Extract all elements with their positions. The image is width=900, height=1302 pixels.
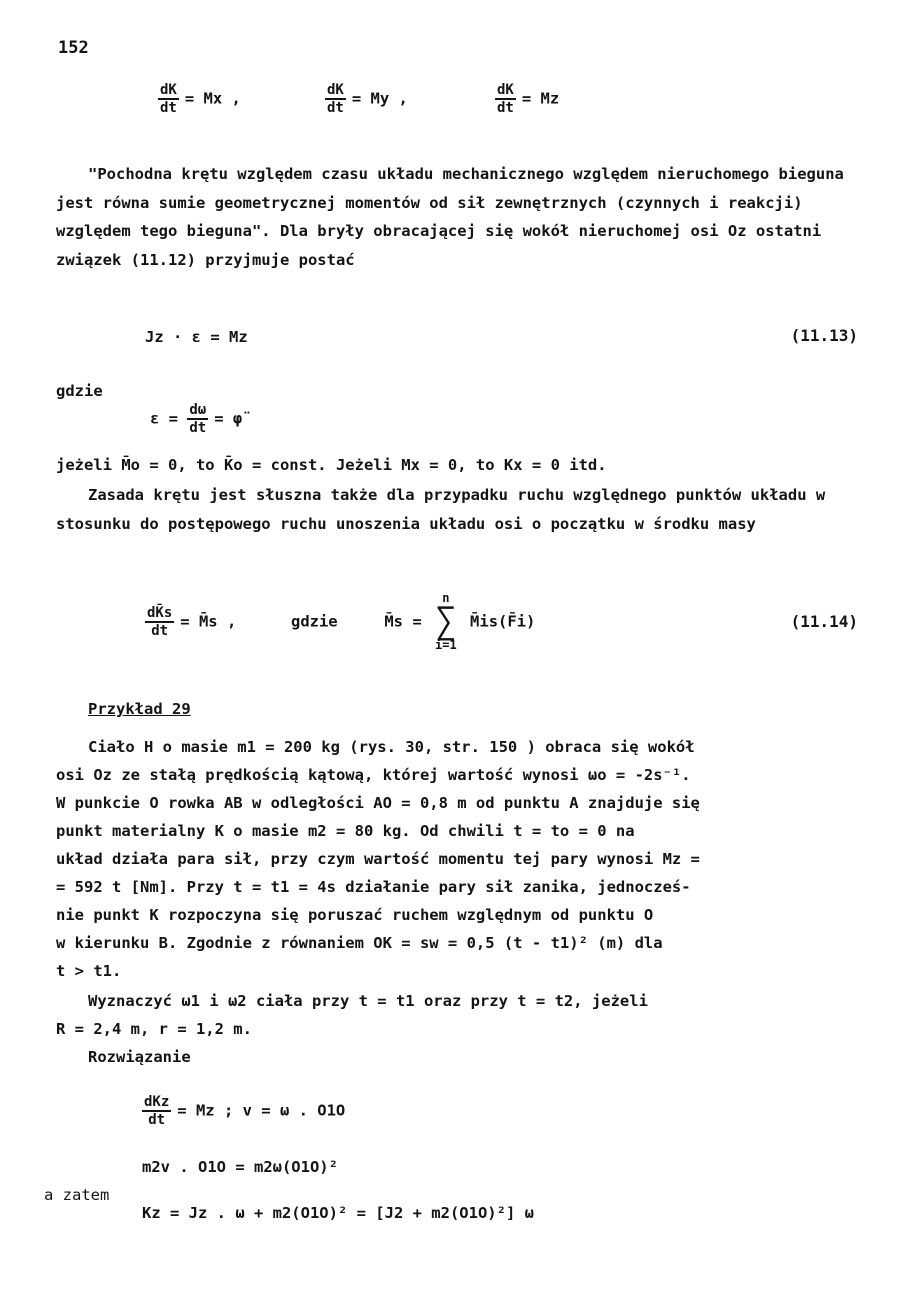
fraction (187, 402, 208, 436)
equation-11-13: Jz · ε = Mz (145, 328, 248, 346)
equation-dkz (495, 82, 559, 116)
equation-rhs: = Mz (521, 89, 560, 108)
condition-line: jeżeli M̄o = 0, to K̄o = const. Jeżeli Mx = 0, to Kx = 0 itd. (56, 456, 607, 474)
equation-number-11-13: (11.13) (790, 326, 858, 345)
numerator: dK (327, 82, 344, 98)
equation-rhs: = Mz ; v = ω . O1O (177, 1101, 346, 1120)
equation-epsilon (150, 402, 242, 436)
example-line: układ działa para sił, przy czym wartość momentu tej pary wynosi Mz = (56, 850, 700, 868)
task-line: R = 2,4 m, r = 1,2 m. (56, 1020, 252, 1038)
example-line: w kierunku B. Zgodnie z równaniem OK = sw = 0,5 (t - t1)² (m) dla (56, 934, 663, 952)
numerator: dK̄s (147, 605, 173, 621)
denominator: dt (327, 100, 344, 116)
solution-label: Rozwiązanie (88, 1048, 191, 1066)
fraction (325, 82, 346, 116)
solution-equation-2: m2v . O1O = m2ω(O1O)² (142, 1158, 338, 1176)
example-line: W punkcie O rowka AB w odległości AO = 0,8 m od punktu A znajduje się (56, 794, 700, 812)
page-number: 152 (58, 38, 89, 58)
solution-equation-1 (142, 1094, 345, 1128)
example-title: Przykład 29 (88, 700, 191, 718)
paragraph-principle: Zasada krętu jest słuszna także dla przypadku ruchu względnego punktów układu w stosunku do postępowego ruchu unoszenia układu osi o początku w środku masy (56, 486, 826, 533)
denominator: dt (160, 100, 177, 116)
task-line: Wyznaczyć ω1 i ω2 ciała przy t = t1 oraz przy t = t2, jeżeli (88, 992, 648, 1010)
equation-lhs: ε = (150, 409, 178, 428)
numerator: dKz (144, 1094, 170, 1110)
solution-equation-3: Kz = Jz . ω + m2(O1O)² = [J2 + m2(O1O)²] ω (142, 1204, 534, 1222)
equation-rhs: = φ̈ (214, 409, 243, 428)
equation-dky (325, 82, 408, 116)
fraction (495, 82, 516, 116)
equation-rhs: = M̄s , (180, 612, 237, 631)
paragraph-definition: "Pochodna krętu względem czasu układu mechanicznego względem nieruchomego bieguna jest równa sumie geometrycznej momentów od sił zewnętrznych (czynnych i reakcji) względem tego bieguna". Dla bryły obracającej się wokół nieruchomej osi Oz ostatni związek (11.12) przyjmuje postać (56, 165, 844, 269)
example-line: punkt materialny K o masie m2 = 80 kg. Od chwili t = to = 0 na (56, 822, 635, 840)
example-line: t > t1. (56, 962, 122, 980)
sum-upper-limit: n (442, 591, 450, 605)
gdzie-inline: gdzie (290, 612, 338, 631)
example-line: = 592 t [Nm]. Przy t = t1 = 4s działanie pary sił zanika, jednocześ- (56, 878, 691, 896)
sum-term: M̄is(F̄i) (470, 612, 536, 631)
denominator: dt (497, 100, 514, 116)
equation-rhs: = My , (351, 89, 408, 108)
denominator: dt (145, 621, 174, 639)
sigma-symbol: ∑ (435, 601, 457, 642)
sum-lower-limit: i=1 (435, 638, 457, 652)
fraction (158, 82, 179, 116)
denominator: dt (142, 1110, 171, 1128)
denominator: dt (189, 420, 207, 436)
example-line: nie punkt K rozpoczyna się poruszać ruchem względnym od punktu O (56, 906, 654, 924)
fraction (142, 1094, 171, 1128)
equation-11-14 (145, 592, 535, 652)
example-line: Ciało H o masie m1 = 200 kg (rys. 30, str. 150 ) obraca się wokół (88, 738, 695, 756)
equation-number-11-14: (11.14) (790, 612, 858, 631)
equation-dkx (158, 82, 241, 116)
example-line: osi Oz ze stałą prędkością kątową, której wartość wynosi ωo = -2s⁻¹. (56, 766, 691, 784)
numerator: dω (189, 402, 207, 418)
numerator: dK (497, 82, 514, 98)
summation (435, 592, 457, 652)
fraction (145, 605, 174, 639)
equation-lhs: M̄s = (384, 612, 422, 631)
gdzie-label: gdzie (56, 382, 103, 400)
numerator: dK (160, 82, 177, 98)
zatem-label: a zatem (44, 1186, 110, 1204)
equation-rhs: = Mx , (184, 89, 241, 108)
